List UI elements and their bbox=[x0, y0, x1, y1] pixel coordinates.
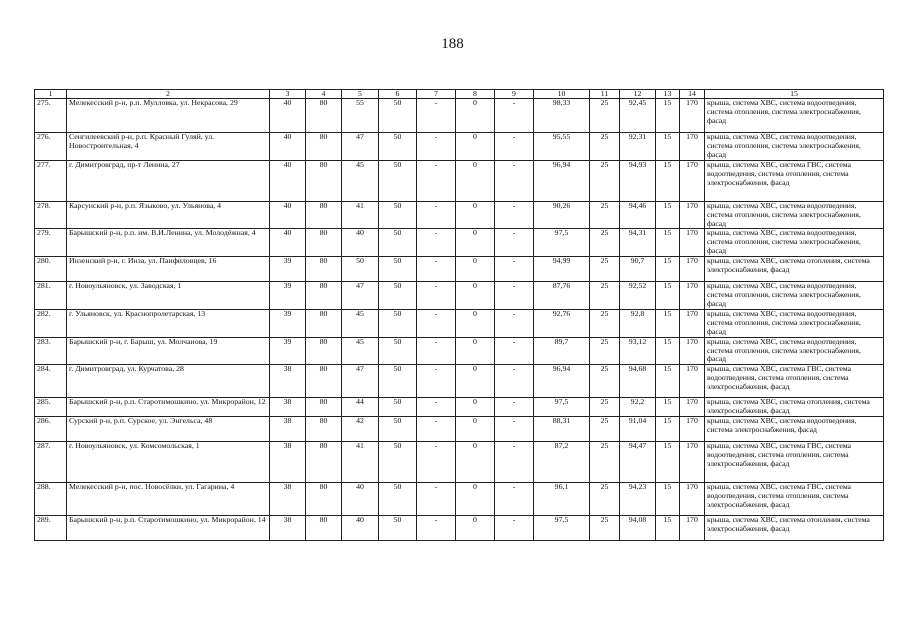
col-10: 97,5 bbox=[534, 229, 590, 257]
col-7: - bbox=[417, 160, 456, 201]
col-9: - bbox=[495, 133, 534, 161]
col-4: 80 bbox=[306, 417, 342, 442]
col-7: - bbox=[417, 133, 456, 161]
col-12: 92,31 bbox=[620, 133, 656, 161]
col-6: 50 bbox=[379, 309, 417, 337]
col-10: 88,31 bbox=[534, 417, 590, 442]
col-10: 96,94 bbox=[534, 160, 590, 201]
col-11: 25 bbox=[590, 398, 620, 417]
column-header: 9 bbox=[495, 90, 534, 99]
col-14: 170 bbox=[680, 282, 705, 310]
col-8: 0 bbox=[456, 417, 495, 442]
col-14: 170 bbox=[680, 398, 705, 417]
col-11: 25 bbox=[590, 229, 620, 257]
column-header: 12 bbox=[620, 90, 656, 99]
col-9: - bbox=[495, 201, 534, 229]
works-list: крыша, система ХВС, система водоотведения, система отопления, система электроснабжения, фасад bbox=[705, 337, 884, 365]
col-11: 25 bbox=[590, 309, 620, 337]
col-6: 50 bbox=[379, 201, 417, 229]
col-12: 94,68 bbox=[620, 365, 656, 398]
col-5: 55 bbox=[342, 99, 379, 133]
col-9: - bbox=[495, 398, 534, 417]
col-11: 25 bbox=[590, 483, 620, 516]
col-7: - bbox=[417, 442, 456, 483]
col-3: 38 bbox=[270, 516, 306, 541]
col-10: 87,2 bbox=[534, 442, 590, 483]
works-list: крыша, система ХВС, система водоотведения, система отопления, система электроснабжения, фасад bbox=[705, 201, 884, 229]
col-8: 0 bbox=[456, 309, 495, 337]
col-13: 15 bbox=[656, 337, 680, 365]
col-10: 96,94 bbox=[534, 365, 590, 398]
col-14: 170 bbox=[680, 483, 705, 516]
col-5: 50 bbox=[342, 257, 379, 282]
col-13: 15 bbox=[656, 442, 680, 483]
col-13: 15 bbox=[656, 257, 680, 282]
column-header: 11 bbox=[590, 90, 620, 99]
col-7: - bbox=[417, 229, 456, 257]
col-6: 50 bbox=[379, 516, 417, 541]
col-5: 45 bbox=[342, 309, 379, 337]
col-5: 47 bbox=[342, 365, 379, 398]
col-6: 50 bbox=[379, 133, 417, 161]
col-11: 25 bbox=[590, 442, 620, 483]
col-7: - bbox=[417, 337, 456, 365]
address: г. Новоульяновск, ул. Заводская, 1 bbox=[67, 282, 270, 310]
column-header: 4 bbox=[306, 90, 342, 99]
col-14: 170 bbox=[680, 417, 705, 442]
table-row bbox=[35, 160, 884, 201]
works-list: крыша, система ХВС, система ГВС, система водоотведения, система отопления, система электроснабжения, фасад bbox=[705, 365, 884, 398]
col-10: 97,5 bbox=[534, 398, 590, 417]
col-7: - bbox=[417, 365, 456, 398]
col-8: 0 bbox=[456, 229, 495, 257]
col-10: 96,1 bbox=[534, 483, 590, 516]
col-14: 170 bbox=[680, 160, 705, 201]
col-3: 38 bbox=[270, 365, 306, 398]
col-9: - bbox=[495, 99, 534, 133]
row-number: 279. bbox=[35, 229, 67, 257]
col-14: 170 bbox=[680, 309, 705, 337]
column-header: 7 bbox=[417, 90, 456, 99]
address: Сенгилеевский р-н, р.п. Красный Гуляй, ул. Новостроительная, 4 bbox=[67, 133, 270, 161]
col-12: 91,04 bbox=[620, 417, 656, 442]
col-14: 170 bbox=[680, 442, 705, 483]
col-12: 90,7 bbox=[620, 257, 656, 282]
col-10: 97,5 bbox=[534, 516, 590, 541]
col-6: 50 bbox=[379, 365, 417, 398]
col-8: 0 bbox=[456, 99, 495, 133]
col-13: 15 bbox=[656, 417, 680, 442]
housing-table bbox=[34, 89, 884, 541]
col-10: 94,99 bbox=[534, 257, 590, 282]
row-number: 288. bbox=[35, 483, 67, 516]
col-8: 0 bbox=[456, 398, 495, 417]
col-11: 25 bbox=[590, 417, 620, 442]
col-12: 94,08 bbox=[620, 516, 656, 541]
col-6: 50 bbox=[379, 417, 417, 442]
col-4: 80 bbox=[306, 257, 342, 282]
works-list: крыша, система ХВС, система водоотведения, система отопления, система электроснабжения, фасад bbox=[705, 229, 884, 257]
col-13: 15 bbox=[656, 398, 680, 417]
col-10: 89,7 bbox=[534, 337, 590, 365]
col-13: 15 bbox=[656, 365, 680, 398]
col-8: 0 bbox=[456, 365, 495, 398]
column-number-row bbox=[35, 90, 884, 99]
col-3: 40 bbox=[270, 99, 306, 133]
address: г. Димитровград, ул. Курчатова, 28 bbox=[67, 365, 270, 398]
col-12: 92,8 bbox=[620, 309, 656, 337]
works-list: крыша, система ХВС, система отопления, система электроснабжения, фасад bbox=[705, 516, 884, 541]
col-6: 50 bbox=[379, 337, 417, 365]
col-9: - bbox=[495, 160, 534, 201]
table-row bbox=[35, 442, 884, 483]
column-header: 2 bbox=[67, 90, 270, 99]
col-3: 39 bbox=[270, 257, 306, 282]
column-header: 14 bbox=[680, 90, 705, 99]
col-7: - bbox=[417, 516, 456, 541]
table-row bbox=[35, 516, 884, 541]
col-14: 170 bbox=[680, 201, 705, 229]
col-11: 25 bbox=[590, 133, 620, 161]
row-number: 282. bbox=[35, 309, 67, 337]
col-11: 25 bbox=[590, 257, 620, 282]
col-4: 80 bbox=[306, 309, 342, 337]
works-list: крыша, система ХВС, система отопления, система электроснабжения, фасад bbox=[705, 257, 884, 282]
col-12: 92,52 bbox=[620, 282, 656, 310]
address: Мелекесский р-н, р.п. Мулловка, ул. Некрасова, 29 bbox=[67, 99, 270, 133]
works-list: крыша, система ХВС, система водоотведения, система отопления, система электроснабжения, фасад bbox=[705, 282, 884, 310]
col-12: 94,23 bbox=[620, 483, 656, 516]
col-13: 15 bbox=[656, 309, 680, 337]
col-14: 170 bbox=[680, 133, 705, 161]
col-10: 95,55 bbox=[534, 133, 590, 161]
col-3: 38 bbox=[270, 483, 306, 516]
col-14: 170 bbox=[680, 516, 705, 541]
row-number: 278. bbox=[35, 201, 67, 229]
col-4: 80 bbox=[306, 516, 342, 541]
table-body bbox=[35, 90, 884, 541]
table-row bbox=[35, 201, 884, 229]
col-4: 80 bbox=[306, 442, 342, 483]
col-4: 80 bbox=[306, 282, 342, 310]
col-4: 80 bbox=[306, 365, 342, 398]
address: Инзенский р-н, г. Инза, ул. Панфиловцев, 16 bbox=[67, 257, 270, 282]
address: г. Новоульяновск, ул. Комсомольская, 1 bbox=[67, 442, 270, 483]
works-list: крыша, система ХВС, система ГВС, система водоотведения, система отопления, система электроснабжения, фасад bbox=[705, 160, 884, 201]
table-row bbox=[35, 337, 884, 365]
col-3: 40 bbox=[270, 229, 306, 257]
col-11: 25 bbox=[590, 282, 620, 310]
col-3: 39 bbox=[270, 337, 306, 365]
row-number: 289. bbox=[35, 516, 67, 541]
table-row bbox=[35, 229, 884, 257]
col-9: - bbox=[495, 337, 534, 365]
col-5: 40 bbox=[342, 483, 379, 516]
col-10: 87,76 bbox=[534, 282, 590, 310]
col-8: 0 bbox=[456, 337, 495, 365]
col-4: 80 bbox=[306, 483, 342, 516]
col-3: 39 bbox=[270, 309, 306, 337]
address: Барышский р-н, р.п. им. В.И.Ленина, ул. Молодёжная, 4 bbox=[67, 229, 270, 257]
col-3: 38 bbox=[270, 417, 306, 442]
address: г. Димитровград, пр-т Ленина, 27 bbox=[67, 160, 270, 201]
col-4: 80 bbox=[306, 229, 342, 257]
col-12: 94,31 bbox=[620, 229, 656, 257]
col-11: 25 bbox=[590, 160, 620, 201]
col-3: 40 bbox=[270, 201, 306, 229]
col-3: 40 bbox=[270, 160, 306, 201]
col-13: 15 bbox=[656, 201, 680, 229]
column-header: 15 bbox=[705, 90, 884, 99]
col-9: - bbox=[495, 282, 534, 310]
col-6: 50 bbox=[379, 229, 417, 257]
col-5: 47 bbox=[342, 282, 379, 310]
col-5: 40 bbox=[342, 516, 379, 541]
col-7: - bbox=[417, 417, 456, 442]
row-number: 286. bbox=[35, 417, 67, 442]
col-14: 170 bbox=[680, 229, 705, 257]
column-header: 6 bbox=[379, 90, 417, 99]
row-number: 284. bbox=[35, 365, 67, 398]
col-8: 0 bbox=[456, 516, 495, 541]
col-10: 92,76 bbox=[534, 309, 590, 337]
col-5: 41 bbox=[342, 442, 379, 483]
col-5: 42 bbox=[342, 417, 379, 442]
address: Барышский р-н, р.п. Старотимошкино, ул. Микрорайон, 12 bbox=[67, 398, 270, 417]
col-7: - bbox=[417, 257, 456, 282]
col-7: - bbox=[417, 309, 456, 337]
col-8: 0 bbox=[456, 442, 495, 483]
col-8: 0 bbox=[456, 282, 495, 310]
col-6: 50 bbox=[379, 442, 417, 483]
col-8: 0 bbox=[456, 257, 495, 282]
col-4: 80 bbox=[306, 99, 342, 133]
col-7: - bbox=[417, 201, 456, 229]
col-8: 0 bbox=[456, 483, 495, 516]
col-14: 170 bbox=[680, 257, 705, 282]
col-3: 38 bbox=[270, 398, 306, 417]
table-row bbox=[35, 398, 884, 417]
col-9: - bbox=[495, 483, 534, 516]
table-row bbox=[35, 99, 884, 133]
address: Карсунский р-н, р.п. Языково, ул. Ульянова, 4 bbox=[67, 201, 270, 229]
col-13: 15 bbox=[656, 229, 680, 257]
col-6: 50 bbox=[379, 398, 417, 417]
col-7: - bbox=[417, 99, 456, 133]
col-6: 50 bbox=[379, 483, 417, 516]
address: Мелекесский р-н, пос. Новосёлки, ул. Гагарина, 4 bbox=[67, 483, 270, 516]
col-11: 25 bbox=[590, 516, 620, 541]
col-13: 15 bbox=[656, 282, 680, 310]
col-9: - bbox=[495, 417, 534, 442]
col-11: 25 bbox=[590, 201, 620, 229]
col-8: 0 bbox=[456, 133, 495, 161]
col-7: - bbox=[417, 483, 456, 516]
row-number: 277. bbox=[35, 160, 67, 201]
table-row bbox=[35, 282, 884, 310]
row-number: 287. bbox=[35, 442, 67, 483]
col-5: 41 bbox=[342, 201, 379, 229]
col-10: 98,33 bbox=[534, 99, 590, 133]
col-12: 92,2 bbox=[620, 398, 656, 417]
col-5: 45 bbox=[342, 337, 379, 365]
col-5: 40 bbox=[342, 229, 379, 257]
works-list: крыша, система ХВС, система ГВС, система водоотведения, система отопления, система электроснабжения, фасад bbox=[705, 442, 884, 483]
col-4: 80 bbox=[306, 201, 342, 229]
works-list: крыша, система ХВС, система водоотведения, система отопления, система электроснабжения, фасад bbox=[705, 133, 884, 161]
row-number: 281. bbox=[35, 282, 67, 310]
col-13: 15 bbox=[656, 133, 680, 161]
col-9: - bbox=[495, 516, 534, 541]
col-5: 44 bbox=[342, 398, 379, 417]
col-12: 94,46 bbox=[620, 201, 656, 229]
column-header: 13 bbox=[656, 90, 680, 99]
works-list: крыша, система ХВС, система водоотведения, система отопления, система электроснабжения, фасад bbox=[705, 99, 884, 133]
col-10: 90,26 bbox=[534, 201, 590, 229]
col-9: - bbox=[495, 309, 534, 337]
col-13: 15 bbox=[656, 516, 680, 541]
table-row bbox=[35, 257, 884, 282]
col-4: 80 bbox=[306, 398, 342, 417]
col-12: 94,47 bbox=[620, 442, 656, 483]
col-11: 25 bbox=[590, 365, 620, 398]
col-13: 15 bbox=[656, 483, 680, 516]
col-6: 50 bbox=[379, 257, 417, 282]
col-3: 38 bbox=[270, 442, 306, 483]
address: г. Ульяновск, ул. Краснопролетарская, 13 bbox=[67, 309, 270, 337]
works-list: крыша, система ХВС, система отопления, система электроснабжения, фасад bbox=[705, 398, 884, 417]
col-5: 47 bbox=[342, 133, 379, 161]
row-number: 285. bbox=[35, 398, 67, 417]
col-4: 80 bbox=[306, 337, 342, 365]
col-11: 25 bbox=[590, 337, 620, 365]
address: Барышский р-н, р.п. Старотимошкино, ул. Микрорайон, 14 bbox=[67, 516, 270, 541]
col-13: 15 bbox=[656, 160, 680, 201]
table-row bbox=[35, 309, 884, 337]
col-9: - bbox=[495, 365, 534, 398]
col-3: 39 bbox=[270, 282, 306, 310]
row-number: 276. bbox=[35, 133, 67, 161]
col-6: 50 bbox=[379, 282, 417, 310]
table-row bbox=[35, 483, 884, 516]
table-row bbox=[35, 365, 884, 398]
row-number: 283. bbox=[35, 337, 67, 365]
col-9: - bbox=[495, 442, 534, 483]
col-6: 50 bbox=[379, 99, 417, 133]
col-14: 170 bbox=[680, 337, 705, 365]
works-list: крыша, система ХВС, система ГВС, система водоотведения, система отопления, система электроснабжения, фасад bbox=[705, 483, 884, 516]
col-4: 80 bbox=[306, 160, 342, 201]
col-8: 0 bbox=[456, 201, 495, 229]
page-number: 188 bbox=[441, 36, 464, 52]
column-header: 3 bbox=[270, 90, 306, 99]
col-6: 50 bbox=[379, 160, 417, 201]
table-row bbox=[35, 133, 884, 161]
col-14: 170 bbox=[680, 365, 705, 398]
works-list: крыша, система ХВС, система водоотведения, система электроснабжения, фасад bbox=[705, 417, 884, 442]
address: Сурский р-н, р.п. Сурское, ул. Энгельса, 48 bbox=[67, 417, 270, 442]
col-14: 170 bbox=[680, 99, 705, 133]
column-header: 10 bbox=[534, 90, 590, 99]
row-number: 280. bbox=[35, 257, 67, 282]
col-9: - bbox=[495, 229, 534, 257]
col-7: - bbox=[417, 282, 456, 310]
col-12: 93,12 bbox=[620, 337, 656, 365]
column-header: 5 bbox=[342, 90, 379, 99]
col-12: 94,93 bbox=[620, 160, 656, 201]
col-3: 40 bbox=[270, 133, 306, 161]
col-13: 15 bbox=[656, 99, 680, 133]
col-5: 45 bbox=[342, 160, 379, 201]
col-4: 80 bbox=[306, 133, 342, 161]
address: Барышский р-н, г. Барыш, ул. Молчанова, 19 bbox=[67, 337, 270, 365]
col-7: - bbox=[417, 398, 456, 417]
column-header: 1 bbox=[35, 90, 67, 99]
col-9: - bbox=[495, 257, 534, 282]
col-11: 25 bbox=[590, 99, 620, 133]
col-8: 0 bbox=[456, 160, 495, 201]
row-number: 275. bbox=[35, 99, 67, 133]
table-row bbox=[35, 417, 884, 442]
col-12: 92,45 bbox=[620, 99, 656, 133]
works-list: крыша, система ХВС, система водоотведения, система отопления, система электроснабжения, фасад bbox=[705, 309, 884, 337]
column-header: 8 bbox=[456, 90, 495, 99]
